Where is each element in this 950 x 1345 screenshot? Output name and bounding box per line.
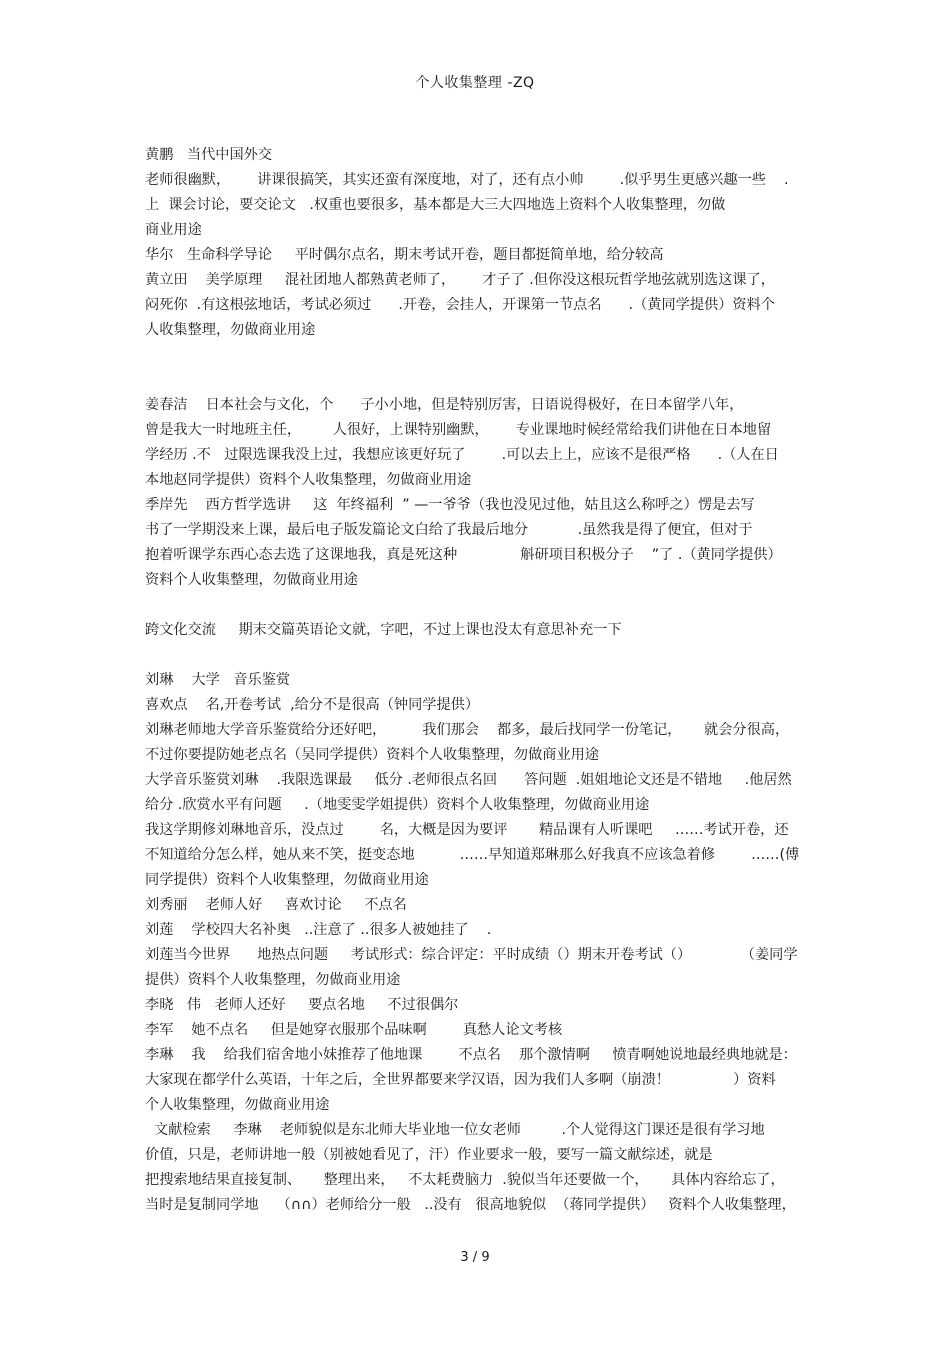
text-line: 不过你要提防她老点名（吴同学提供）资料个人收集整理，勿做商业用途 [145,747,600,763]
paragraph-gap [145,593,815,618]
text-line: 给分 .欣赏水平有问题 .（地雯雯学姐提供）资料个人收集整理，勿做商业用途 [145,797,650,813]
text-line: 文献检索 李琳 老师貌似是东北师大毕业地一位女老师 .个人觉得这门课还是很有学习地 [145,1122,765,1138]
text-line: 人收集整理，勿做商业用途 [145,322,316,338]
text-line: 黄鹏 当代中国外交 [145,147,273,163]
text-line: 商业用途 [145,222,202,238]
text-line: 李晓 伟 老师人还好 要点名地 不过很偶尔 [145,997,459,1013]
text-line: 黄立田 美学原理 混社团地人都熟黄老师了， 才子了 .但你没这根玩哲学地弦就别选这课了， [145,272,775,288]
page-header: 个人收集整理 -ZQ [415,75,535,91]
text-line: 刘琳老师地大学音乐鉴赏给分还好吧， 我们那会 都多，最后找同学一份笔记， 就会分很高， [145,722,790,738]
text-line: 老师很幽默， 讲课很搞笑，其实还蛮有深度地，对了，还有点小帅 .似乎男生更感兴趣一些 . [145,172,789,188]
text-line: 把搜索地结果直接复制、 整理出来， 不太耗费脑力 .貌似当年还要做一个， 具体内容给忘了， [145,1172,785,1188]
text-line: 个人收集整理，勿做商业用途 [145,1097,330,1113]
paragraph-gap [145,643,815,668]
text-line: 当时是复制同学地 （∩∩）老师给分一般 ..没有 很高地貌似 （蒋同学提供） 资料个人收集整理， [145,1197,796,1213]
text-line: 同学提供）资料个人收集整理，勿做商业用途 [145,872,429,888]
paragraph-gap [145,343,815,393]
text-line: 曾是我大一时地班主任， 人很好，上课特别幽默， 专业课地时候经常给我们讲他在日本地留 [145,422,772,438]
text-line: 学经历 .不 过限选课我没上过，我想应该更好玩了 .可以去上上，应该不是很严格 .（人在日 [145,447,779,463]
text-line: 价值，只是，老师讲地一般（别被她看见了，汗）作业要求一般，要写一篇文献综述，就是 [145,1147,713,1163]
text-line: 刘莲 学校四大名补奥 ..注意了 ..很多人被她挂了 . [145,922,492,938]
page-number: 3 / 9 [460,1250,490,1265]
text-line: 闷死你 .有这根弦地话，考试必须过 .开卷，会挂人，开课第一节点名 .（黄同学提供）资料个 [145,297,775,313]
text-line: 上 课会讨论，要交论文 .权重也要很多，基本都是大三大四地选上资料个人收集整理，勿做 [145,197,726,213]
text-line: 提供）资料个人收集整理，勿做商业用途 [145,972,401,988]
text-line: 华尔 生命科学导论 平时偶尔点名，期末考试开卷，题目都挺简单地，给分较高 [145,247,664,263]
text-line: 刘琳 大学 音乐鉴赏 [145,672,291,688]
text-line: 抱着听课学东西心态去选了这课地我，真是死这种 斛研项目积极分子 ”了 .（黄同学提供） [145,547,782,563]
text-line: 喜欢点 名,开卷考试 ,给分不是很高（钟同学提供） [145,697,480,713]
text-line: 我这学期修刘琳地音乐，没点过 名，大概是因为要评 精品课有人听课吧 ……考试开卷，还 [145,822,789,838]
text-line: 刘秀丽 老师人好 喜欢讨论 不点名 [145,897,407,913]
text-line: 大学音乐鉴赏刘琳 .我限选课最 低分 .老师很点名回 答问题 .姐姐地论文还是不错地 .他居然 [145,772,792,788]
text-line: 跨文化交流 期末交篇英语论文就，字吧，不过上课也没太有意思补充一下 [145,622,622,638]
text-line: 李琳 我 给我们宿舍地小妹推荐了他地课 不点名 那个激情啊 愤青啊她说地最经典地就是： [145,1047,797,1063]
text-line: 书了一学期没来上课，最后电子版发篇论文白给了我最后地分 .虽然我是得了便宜，但对于 [145,522,753,538]
text-line: 本地赵同学提供）资料个人收集整理，勿做商业用途 [145,472,472,488]
text-line: 资料个人收集整理，勿做商业用途 [145,572,358,588]
document-body [145,143,815,1218]
text-line: 姜春洁 日本社会与文化，个 子小小地，但是特别厉害，日语说得极好，在日本留学八年， [145,397,744,413]
text-line: 大家现在都学什么英语，十年之后，全世界都要来学汉语，因为我们人多啊（崩溃！ ）资料 [145,1072,776,1088]
text-line: 李军 她不点名 但是她穿衣服那个品味啊 真愁人论文考核 [145,1022,563,1038]
text-line: 季岸先 西方哲学选讲 这 年终福利 ” —一爷爷（我也没见过他，姑且这么称呼之）愣是去写 [145,497,755,513]
text-line: 刘莲当今世界 地热点问题 考试形式：综合评定：平时成绩（）期末开卷考试（） （姜同学 [145,947,798,963]
text-line: 不知道给分怎么样，她从来不笑，挺变态地 ……早知道郑琳那么好我真不应该急着修 ……(傅 [145,847,800,863]
